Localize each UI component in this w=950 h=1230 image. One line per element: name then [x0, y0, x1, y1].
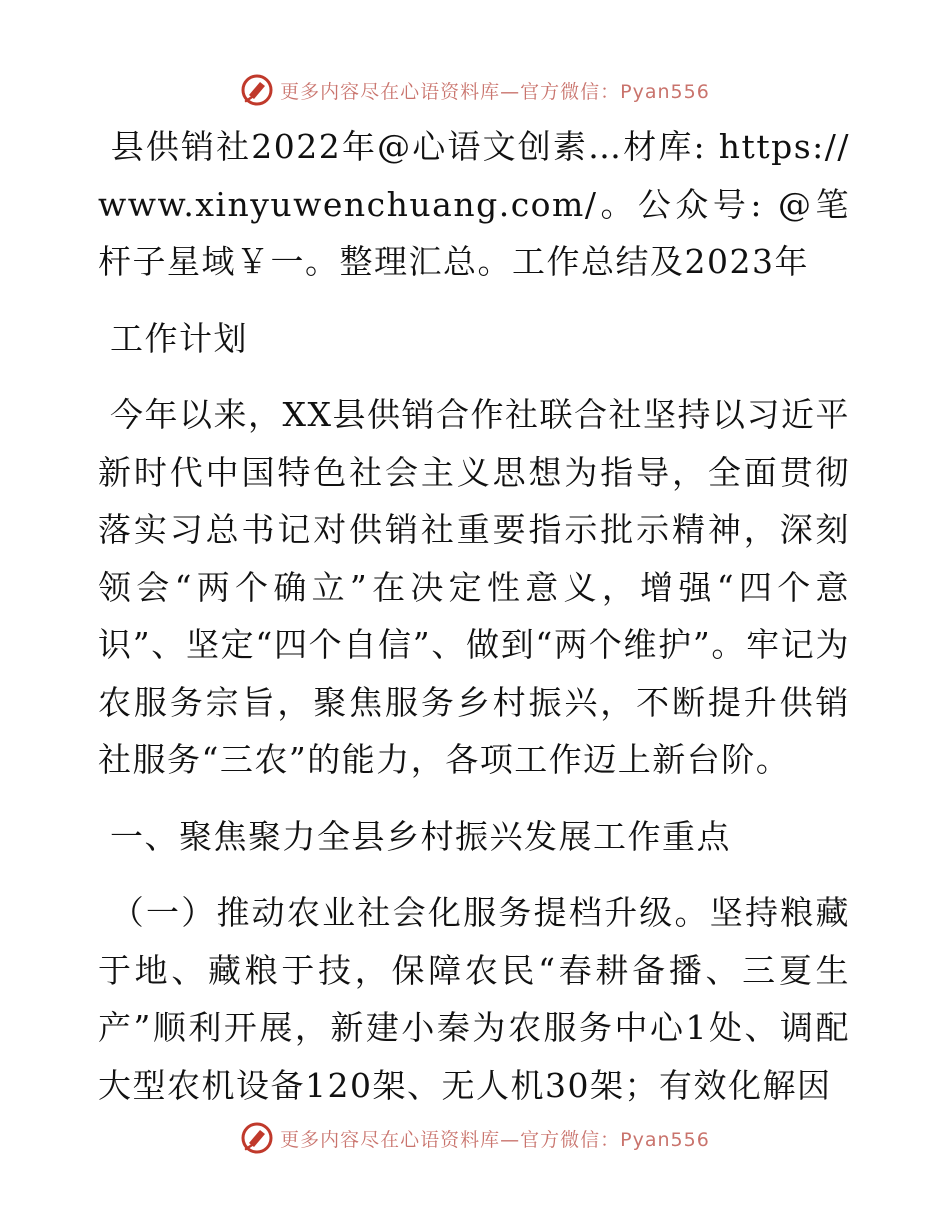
document-subtitle: 工作计划 [98, 318, 248, 358]
brand-logo-icon [240, 1121, 274, 1155]
watermark-text: 更多内容尽在心语资料库—官方微信：Pyan556 [280, 1128, 710, 1151]
section-heading: 一、聚焦聚力全县乡村振兴发展工作重点 [98, 816, 731, 856]
watermark-footer [0, 1118, 950, 1158]
brand-logo-icon [240, 73, 274, 107]
document-body [98, 118, 850, 1114]
watermark-text: 更多内容尽在心语资料库—官方微信：Pyan556 [280, 80, 710, 103]
document-title-line: 县供销社2022年@心语文创素…材库: https://www.xinyuwenchuang.com/。公众号: @笔杆子星域￥一。整理汇总。工作总结及2023年 [98, 127, 850, 281]
intro-paragraph: 今年以来，XX县供销合作社联合社坚持以习近平新时代中国特色社会主义思想为指导，全面贯彻落实习总书记对供销社重要指示批示精神，深刻领会“两个确立”在决定性意义，增强“四个意识”、坚定“四个自信”、做到“两个维护”。牢记为农服务宗旨，聚焦服务乡村振兴，不断提升供销社服务“三农”的能力，各项工作迈上新台阶。 [98, 395, 850, 779]
watermark-header [0, 70, 950, 110]
body-paragraph: （一）推动农业社会化服务提档升级。坚持粮藏于地、藏粮于技，保障农民“春耕备播、三夏生产”顺利开展，新建小秦为农服务中心1处、调配大型农机设备120架、无人机30架；有效化解因 [98, 893, 850, 1105]
